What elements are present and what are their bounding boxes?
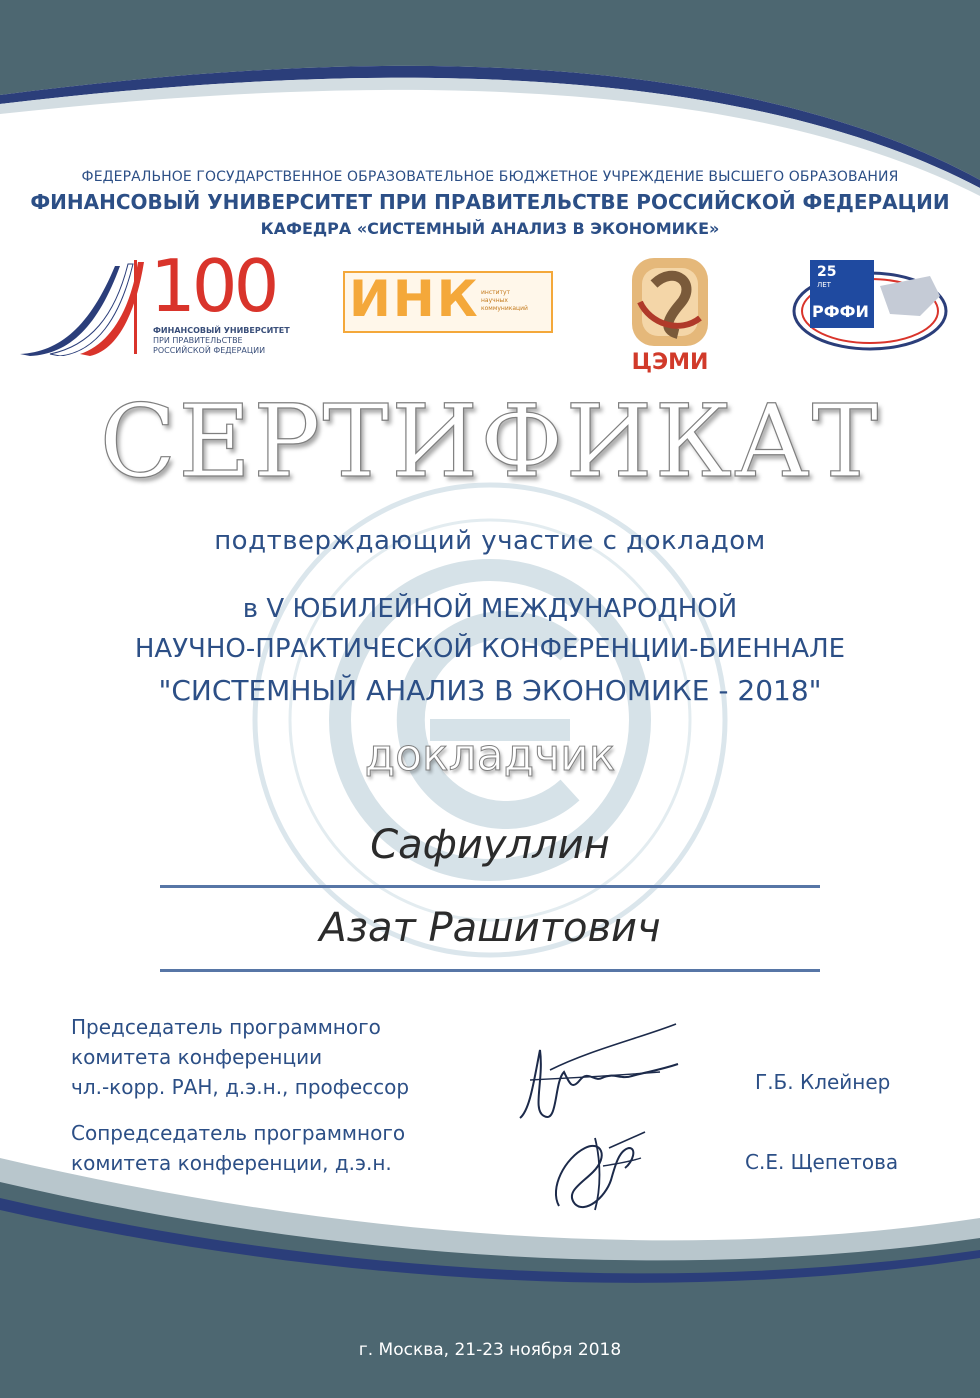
surname-underline (160, 885, 820, 888)
chair-title: Председатель программного комитета конференции чл.-корр. РАН, д.э.н., профессор (71, 1015, 410, 1099)
rffi-logo-number: 25 (817, 264, 837, 280)
logo-100-number: 100 (150, 244, 276, 328)
rffi-logo-name: РФФИ (812, 302, 869, 321)
ink-logo (343, 271, 553, 333)
participant-given-names: Азат Рашитович (319, 905, 661, 951)
logo-fu-caption: ФИНАНСОВЫЙ УНИВЕРСИТЕТ ПРИ ПРАВИТЕЛЬСТВЕ РОССИЙСКОЙ ФЕДЕРАЦИИ (153, 326, 290, 355)
participant-role: докладчик (364, 730, 616, 781)
chair-signature (510, 1020, 690, 1130)
rffi-logo-years: ЛЕТ (817, 281, 831, 289)
footer-place-date: г. Москва, 21-23 ноября 2018 (358, 1340, 622, 1360)
ink-logo-caption: институт научных коммуникаций (481, 289, 528, 312)
header-institution-type: ФЕДЕРАЛЬНОЕ ГОСУДАРСТВЕННОЕ ОБРАЗОВАТЕЛЬНОЕ БЮДЖЕТНОЕ УЧРЕЖДЕНИЕ ВЫСШЕГО ОБРАЗОВАНИЯ (81, 169, 899, 185)
co-chair-name: С.Е. Щепетова (745, 1150, 899, 1174)
conference-line-3: "СИСТЕМНЫЙ АНАЛИЗ В ЭКОНОМИКЕ - 2018" (158, 674, 822, 707)
co-chair-title: Сопредседатель программного комитета конференции, д.э.н. (71, 1121, 406, 1175)
header-department: КАФЕДРА «СИСТЕМНЫЙ АНАЛИЗ В ЭКОНОМИКЕ» (260, 219, 720, 238)
cemi-logo (620, 254, 720, 376)
conference-line-2: НАУЧНО-ПРАКТИЧЕСКОЙ КОНФЕРЕНЦИИ-БИЕННАЛЕ (134, 634, 846, 664)
ink-logo-letters: ИНК (349, 270, 480, 328)
footer-band (0, 1158, 980, 1398)
cemi-logo-label: ЦЭМИ (631, 350, 709, 375)
financial-university-logo (20, 244, 300, 356)
certificate-title: СЕРТИФИКАТ (99, 383, 881, 500)
given-names-underline (160, 969, 820, 972)
chair-name: Г.Б. Клейнер (755, 1070, 891, 1094)
conference-line-1: в V ЮБИЛЕЙНОЙ МЕЖДУНАРОДНОЙ (242, 594, 738, 624)
participant-surname: Сафиуллин (370, 822, 610, 868)
certificate-subtitle: подтверждающий участие с докладом (214, 526, 766, 556)
header-university: ФИНАНСОВЫЙ УНИВЕРСИТЕТ ПРИ ПРАВИТЕЛЬСТВЕ РОССИЙСКОЙ ФЕДЕРАЦИИ (30, 190, 950, 214)
rffi-logo (780, 256, 950, 361)
co-chair-signature (545, 1118, 655, 1218)
